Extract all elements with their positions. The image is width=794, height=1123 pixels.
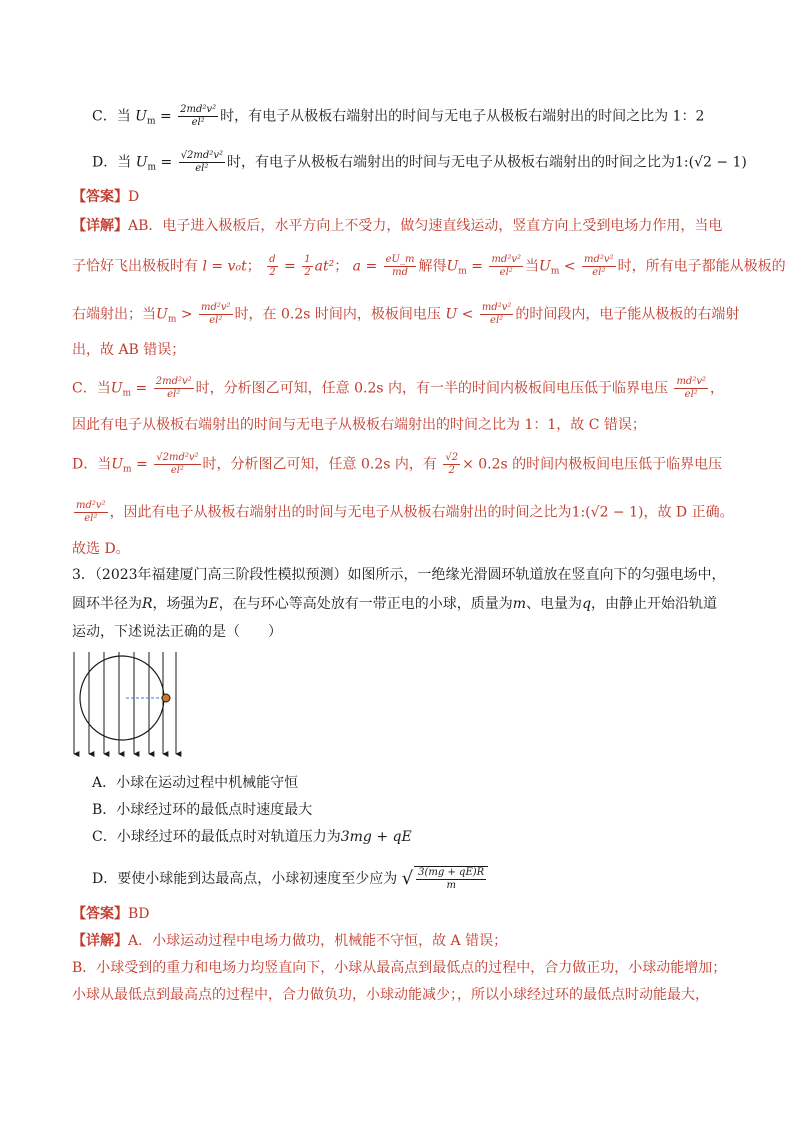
r-symbol: R [142, 596, 153, 612]
detail-label: 【详解】 [72, 933, 128, 949]
t2: 时，分析图乙可知，任意 0.2s 内，有 [202, 456, 437, 473]
numerator: md²v² [481, 302, 512, 313]
option-c [92, 827, 412, 847]
text: 运动，下述说法正确的是（ ） [72, 624, 282, 640]
t1: C．小球经过环的最低点时对轨道压力为 [92, 829, 341, 845]
ratio: 1:(√2 − 1) [674, 154, 747, 171]
text: 时，有电子从极板右端射出的时间与无电子从极板右端射出的时间之比为 [226, 154, 675, 171]
t3: 的时间段内，电子能从极板的右端射 [515, 306, 740, 323]
denominator: 2 [269, 267, 276, 278]
ratio: 1:(√2 − 1) [571, 504, 644, 521]
detail-1-line-6 [72, 415, 646, 435]
q-symbol: q [582, 596, 592, 612]
denominator: el² [170, 465, 184, 476]
t2: ，故 D 正确。 [643, 504, 734, 521]
numerator: 3(mg + qE)R [418, 867, 485, 878]
lt: < [461, 306, 474, 323]
numerator: √2md²v² [180, 150, 223, 161]
sep: ； [334, 258, 349, 275]
u-sub: m [146, 116, 156, 127]
sep: ； [246, 258, 261, 275]
u-sub: m [458, 266, 467, 277]
eq: = [471, 258, 483, 275]
u-sub: m [550, 266, 560, 277]
prefix: C．当 [92, 108, 131, 125]
numerator: md²v² [676, 376, 707, 387]
fraction [154, 376, 194, 401]
denominator: m [446, 880, 456, 891]
denominator: el² [592, 267, 606, 278]
numerator: md²v² [76, 500, 106, 511]
u-symbol: U [111, 456, 124, 473]
numerator: √2md²v² [156, 452, 199, 463]
t1: 圆环半径为 [72, 596, 142, 612]
field-lines [74, 652, 176, 754]
u-sub: m [122, 388, 132, 399]
sqrt-fraction [414, 866, 488, 892]
numerator: md²v² [491, 254, 522, 265]
text: A．小球在运动过程中机械能守恒 [92, 775, 299, 791]
numerator: md²v² [584, 254, 614, 265]
detail-1-line-9 [72, 539, 130, 559]
t2: ，场强为 [152, 596, 209, 612]
gt: > [180, 306, 193, 323]
answer-1 [72, 187, 139, 207]
text: 小球从最低点到最高点的过程中，合力做负功，小球动能减少；，所以小球经过环的最低点时动能最大， [72, 987, 709, 1003]
detail-1-line-8 [72, 500, 734, 525]
t1: C．当 [72, 380, 111, 397]
answer-2 [72, 904, 150, 924]
text: B．小球经过环的最低点时速度最大 [92, 802, 313, 818]
question-3-line-3 [72, 622, 282, 642]
eq3: at² [314, 258, 335, 275]
answer-label: 【答案】 [72, 906, 128, 922]
detail-2-line-1 [72, 931, 507, 951]
field-ring-figure [70, 650, 190, 762]
t2: 时，在 0.2s 时间内，极板间电压 [234, 306, 441, 323]
text: 因此有电子从极板右端射出的时间与无电子从极板右端射出的时间之比为 1：1，故 C 错误； [72, 417, 646, 433]
question-3-line-1 [72, 565, 726, 585]
denominator: el² [499, 267, 513, 278]
numerator: 2md²v² [155, 376, 192, 387]
detail-1-line-2 [72, 254, 786, 282]
u-symbol: U [446, 258, 459, 275]
expr: 3mg + qE [340, 829, 412, 845]
denominator: 2 [304, 267, 311, 278]
numerator: 2md²v² [180, 104, 217, 115]
sqrt-symbol: √ [401, 868, 414, 889]
t1: 子恰好飞出极板时有 [72, 258, 198, 275]
numerator: d [269, 254, 276, 265]
t1: D．当 [72, 456, 112, 473]
fraction [443, 452, 460, 477]
eq: = [135, 380, 148, 397]
fraction [674, 376, 708, 401]
detail-1-line-1 [72, 216, 722, 236]
fraction [74, 500, 108, 525]
text: 时，有电子从极板右端射出的时间与无电子从极板右端射出的时间之比为 1：2 [220, 108, 705, 125]
denominator: md [392, 267, 408, 278]
answer-value: BD [128, 906, 150, 922]
denominator: el² [195, 163, 209, 174]
option-d [92, 866, 490, 892]
a-eq: a = [352, 258, 378, 275]
numerator: eU_m [385, 254, 415, 265]
numerator: md²v² [201, 302, 231, 313]
denominator: 2 [448, 465, 455, 476]
t4: 、电量为 [526, 596, 583, 612]
fraction [199, 302, 233, 327]
detail-label: 【详解】 [72, 218, 128, 234]
detail-1-line-5 [72, 376, 724, 404]
text: 故选 D。 [72, 541, 130, 557]
denominator: el² [684, 389, 698, 400]
denominator: el² [490, 315, 504, 326]
t4: 时，所有电子都能从极板的 [617, 258, 786, 275]
t3: ，在与环心等高处放有一带正电的小球，质量为 [218, 596, 513, 612]
u-symbol: U [110, 380, 123, 397]
t5: ，由静止开始沿轨道 [591, 596, 718, 612]
eq: = [160, 154, 173, 171]
fraction [179, 150, 225, 175]
t1: ，因此有电子从极板右端射出的时间与无电子从极板右端射出的时间之比为 [109, 504, 572, 521]
e-symbol: E [208, 596, 219, 612]
denominator: el² [84, 513, 98, 524]
charged-ball [162, 694, 170, 702]
answer-value: D [128, 189, 140, 205]
fraction [582, 254, 616, 279]
u-symbol: U [539, 258, 551, 275]
eq1: l = v₀t [202, 258, 247, 275]
denominator: el² [191, 117, 205, 128]
detail-2-line-3 [72, 985, 709, 1005]
fraction [154, 452, 200, 477]
t1: D．要使小球能到达最高点，小球初速度至少应为 [92, 871, 398, 887]
fraction [267, 254, 277, 279]
fraction [489, 254, 523, 279]
lt: < [563, 258, 576, 275]
detail-1-line-3 [72, 302, 739, 330]
u-symbol: U [135, 108, 147, 125]
text: B．小球受到的重力和电场力均竖直向下，小球从最高点到最低点的过程中，合力做正功，小球动能增加； [72, 960, 727, 976]
fraction [384, 254, 417, 279]
detail-1-line-4 [72, 340, 185, 360]
question-3-line-2 [72, 594, 717, 614]
u-symbol: U [445, 306, 458, 323]
text: AB．电子进入极板后，水平方向上不受力，做匀速直线运动，竖直方向上受到电场力作用，当电 [128, 218, 723, 234]
u-symbol: U [156, 306, 168, 323]
option-d-prev [92, 150, 747, 178]
numerator: 1 [304, 254, 311, 265]
fraction [480, 302, 514, 327]
prefix: D．当 [92, 154, 132, 171]
u-sub: m [167, 314, 177, 325]
t3: × 0.2s 的时间内极板间电压低于临界电压 [462, 456, 723, 473]
eq: = [284, 258, 296, 275]
numerator: √2 [445, 452, 459, 463]
t1: 右端射出；当 [72, 306, 156, 323]
u-sub: m [123, 464, 132, 475]
text: 出，故 AB 错误； [72, 342, 186, 358]
fraction [178, 104, 218, 129]
detail-2-line-2 [72, 958, 726, 978]
answer-label: 【答案】 [72, 189, 128, 205]
u-sub: m [147, 162, 157, 173]
text: A．小球运动过程中电场力做功，机械能不守恒，故 A 错误； [128, 933, 508, 949]
u-symbol: U [135, 154, 148, 171]
t2: 时，分析图乙可知，任意 0.2s 内，有一半的时间内极板间电压低于临界电压 [195, 380, 668, 397]
option-a [92, 773, 298, 793]
denominator: el² [209, 315, 223, 326]
fraction [302, 254, 312, 279]
eq: = [159, 108, 172, 125]
text: 3．（2023年福建厦门高三阶段性模拟预测）如图所示，一绝缘光滑圆环轨道放在竖直向下的匀强电场中， [72, 567, 726, 583]
t3: ， [710, 380, 725, 397]
t2: 解得 [418, 258, 447, 275]
detail-1-line-7 [72, 452, 722, 480]
denominator: el² [167, 389, 181, 400]
m-symbol: m [512, 596, 527, 612]
option-c-prev [92, 104, 704, 132]
eq: = [136, 456, 148, 473]
t3: 当 [525, 258, 540, 275]
option-b [92, 800, 312, 820]
